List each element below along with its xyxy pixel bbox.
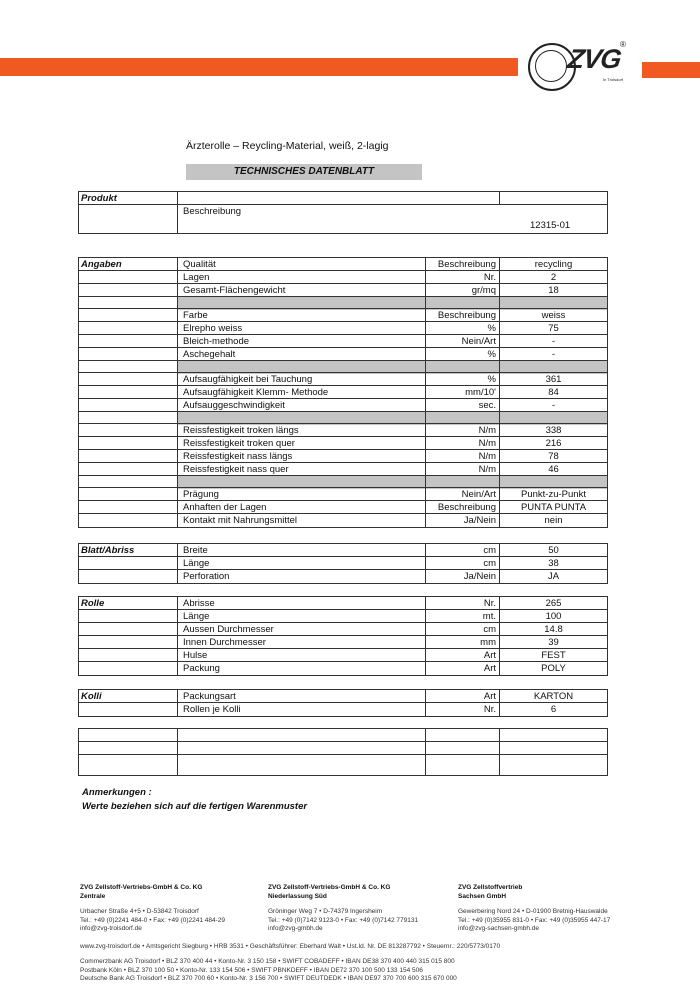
header-orange-band <box>0 58 518 76</box>
property-label: Packungsart <box>178 690 426 703</box>
value: 216 <box>500 437 608 450</box>
property-label: Reissfestigkeit troken quer <box>178 437 426 450</box>
cell <box>426 755 500 775</box>
table-row <box>78 500 608 514</box>
property-label: Abrisse <box>178 597 426 610</box>
unit: Ja/Nein <box>426 514 500 527</box>
property-label: Reissfestigkeit troken längs <box>178 424 426 437</box>
section-label: Blatt/Abriss <box>78 544 178 557</box>
value: 78 <box>500 450 608 463</box>
table-row <box>78 609 608 623</box>
value: 38 <box>500 557 608 570</box>
table-row <box>78 449 608 463</box>
value: 18 <box>500 284 608 297</box>
unit: cm <box>426 557 500 570</box>
unit: Nr. <box>426 703 500 716</box>
property-label: Aussen Durchmesser <box>178 623 426 636</box>
unit: cm <box>426 623 500 636</box>
property-label: Lagen <box>178 271 426 284</box>
unit: Nein/Art <box>426 488 500 501</box>
cell <box>500 755 608 775</box>
unit: gr/mq <box>426 284 500 297</box>
table-row <box>78 385 608 399</box>
property-label: Kontakt mit Nahrungsmittel <box>178 514 426 527</box>
value: PUNTA PUNTA <box>500 501 608 514</box>
property-label: Reissfestigkeit nass längs <box>178 450 426 463</box>
notes-heading: Anmerkungen : <box>82 787 152 798</box>
table-row <box>78 462 608 476</box>
property-label: Qualität <box>178 258 426 271</box>
value: 265 <box>500 597 608 610</box>
value: 84 <box>500 386 608 399</box>
section-label: Angaben <box>78 258 178 271</box>
document-title: Ärzterolle – Reycling-Material, weiß, 2-lagig <box>186 140 389 152</box>
empty-row <box>78 754 608 776</box>
header-orange-band-right <box>642 62 700 78</box>
table-row <box>78 423 608 437</box>
logo-inner-ring <box>535 50 567 82</box>
value: JA <box>500 570 608 583</box>
logo-registered-mark: ® <box>620 40 626 49</box>
property-label: Anhaften der Lagen <box>178 501 426 514</box>
table-row <box>78 283 608 297</box>
table-row <box>78 556 608 570</box>
value: 50 <box>500 544 608 557</box>
value: FEST <box>500 649 608 662</box>
value: 100 <box>500 610 608 623</box>
property-label: Packung <box>178 662 426 675</box>
property-label: Länge <box>178 557 426 570</box>
table-row <box>78 308 608 322</box>
section-label <box>78 662 178 675</box>
value: 338 <box>500 424 608 437</box>
notes-text: Werte beziehen sich auf die fertigen Warenmuster <box>82 801 308 812</box>
table-row <box>78 513 608 528</box>
unit: mm <box>426 636 500 649</box>
unit: Art <box>426 690 500 703</box>
property-label: Gesamt-Flächengewicht <box>178 284 426 297</box>
footer-bank-details: Commerzbank AG Troisdorf • BLZ 370 400 44 • Konto-Nr. 3 150 158 • SWIFT COBADEFF • IBAN DE38 370 400 440 315 015 800 Postbank Köln • BLZ 370 100 50 • Konto-Nr. 133 154 506 • SWIFT PBNKDEFF • IBAN DE72 370 100 500 133 154 506 Deutsche Bank AG Troisdorf • BLZ 370 700 60 • Konto-Nr. 3 156 700 • SWIFT DEUTDEDK • IBAN DE97 370 700 600 315 670 000 <box>80 958 457 982</box>
table-row <box>78 398 608 412</box>
table-row <box>78 372 608 386</box>
section-label <box>78 570 178 583</box>
table-row <box>78 661 608 676</box>
section-label: Rolle <box>78 597 178 610</box>
table-row <box>78 436 608 450</box>
unit: cm <box>426 544 500 557</box>
sheet-title: TECHNISCHES DATENBLATT <box>186 164 422 180</box>
company-logo: ZVG <box>565 44 623 74</box>
produkt-description-label: Beschreibung <box>178 205 608 233</box>
unit: Nr. <box>426 597 500 610</box>
table-row <box>78 596 608 610</box>
section-label <box>78 703 178 716</box>
unit: N/m <box>426 424 500 437</box>
empty-row <box>78 741 608 755</box>
property-label: Aufsaugfähigkeit bei Tauchung <box>178 373 426 386</box>
value: - <box>500 348 608 361</box>
produkt-row <box>78 204 608 234</box>
produkt-header-row <box>78 191 608 205</box>
empty-row <box>78 728 608 742</box>
unit: Art <box>426 662 500 675</box>
unit: Ja/Nein <box>426 570 500 583</box>
table-row <box>78 648 608 662</box>
value: recycling <box>500 258 608 271</box>
property-label: Elrepho weiss <box>178 322 426 335</box>
unit: N/m <box>426 463 500 476</box>
unit: Nr. <box>426 271 500 284</box>
section-label <box>78 514 178 527</box>
value: nein <box>500 514 608 527</box>
unit: Beschreibung <box>426 258 500 271</box>
unit: Beschreibung <box>426 501 500 514</box>
footer-col-zentrale: ZVG Zellstoff-Vertriebs-GmbH & Co. KG Zentrale Urbacher Straße 4+5 • D-53842 Troisdorf Tel.: +49 (0)2241 484-0 • Fax: +49 (0)2241 484-29 info@zvg-troisdorf.de <box>80 884 226 932</box>
unit: % <box>426 322 500 335</box>
unit: sec. <box>426 399 500 412</box>
logo-subtext: In Troisdorf <box>603 77 624 82</box>
unit: Beschreibung <box>426 309 500 322</box>
value: 39 <box>500 636 608 649</box>
unit: N/m <box>426 450 500 463</box>
value: 14.8 <box>500 623 608 636</box>
table-row <box>78 569 608 584</box>
table-row <box>78 487 608 501</box>
cell <box>78 755 178 775</box>
table-row <box>78 347 608 361</box>
notes <box>82 786 307 814</box>
value: - <box>500 335 608 348</box>
unit: % <box>426 373 500 386</box>
cell <box>178 755 426 775</box>
value: 361 <box>500 373 608 386</box>
property-label: Breite <box>178 544 426 557</box>
table-row <box>78 702 608 717</box>
footer-legal: www.zvg-troisdorf.de • Amtsgericht Siegburg • HRB 3531 • Geschäftsführer: Eberhard Walt • Ust.Id. Nr. DE 813287792 • Steuernr.: 220/5773/0170 <box>80 943 501 950</box>
unit: Art <box>426 649 500 662</box>
footer-col-sachsen: ZVG Zellstoffvertrieb Sachsen GmbH Gewerbering Nord 24 • D-01900 Bretnig-Hauswalde Tel.: +49 (0)35955 831-0 • Fax: +49 (0)35955 447-17 info@zvg-sachsen-gmbh.de <box>458 884 611 932</box>
value: Punkt-zu-Punkt <box>500 488 608 501</box>
value: 6 <box>500 703 608 716</box>
property-label: Bleich-methode <box>178 335 426 348</box>
property-label: Aufsaugfähigkeit Klemm- Methode <box>178 386 426 399</box>
unit: mm/10' <box>426 386 500 399</box>
unit: mt. <box>426 610 500 623</box>
table-row <box>78 270 608 284</box>
table-row <box>78 334 608 348</box>
property-label: Innen Durchmesser <box>178 636 426 649</box>
table-row <box>78 543 608 557</box>
value: 75 <box>500 322 608 335</box>
section-label: Produkt <box>78 192 178 205</box>
property-label: Farbe <box>178 309 426 322</box>
unit: % <box>426 348 500 361</box>
property-label: Aschegehalt <box>178 348 426 361</box>
value: POLY <box>500 662 608 675</box>
value: - <box>500 399 608 412</box>
value: weiss <box>500 309 608 322</box>
property-label: Länge <box>178 610 426 623</box>
property-label: Rollen je Kolli <box>178 703 426 716</box>
table-row <box>78 257 608 271</box>
table-row <box>78 635 608 649</box>
value: KARTON <box>500 690 608 703</box>
product-code: 12315-01 <box>530 220 571 231</box>
property-label: Prägung <box>178 488 426 501</box>
value: 2 <box>500 271 608 284</box>
unit: Nein/Art <box>426 335 500 348</box>
section-label: Kolli <box>78 690 178 703</box>
property-label: Reissfestigkeit nass quer <box>178 463 426 476</box>
footer-col-sued: ZVG Zellstoff-Vertriebs-GmbH & Co. KG Niederlassung Süd Gröninger Weg 7 • D-74379 Ingersheim Tel.: +49 (0)7142 9123-0 • Fax: +49 (0)7142 779131 info@zvg-gmbh.de <box>268 884 419 932</box>
property-label: Aufsauggeschwindigkeit <box>178 399 426 412</box>
value: 46 <box>500 463 608 476</box>
property-label: Hulse <box>178 649 426 662</box>
table-row <box>78 689 608 703</box>
table-row <box>78 321 608 335</box>
table-row <box>78 622 608 636</box>
property-label: Perforation <box>178 570 426 583</box>
unit: N/m <box>426 437 500 450</box>
